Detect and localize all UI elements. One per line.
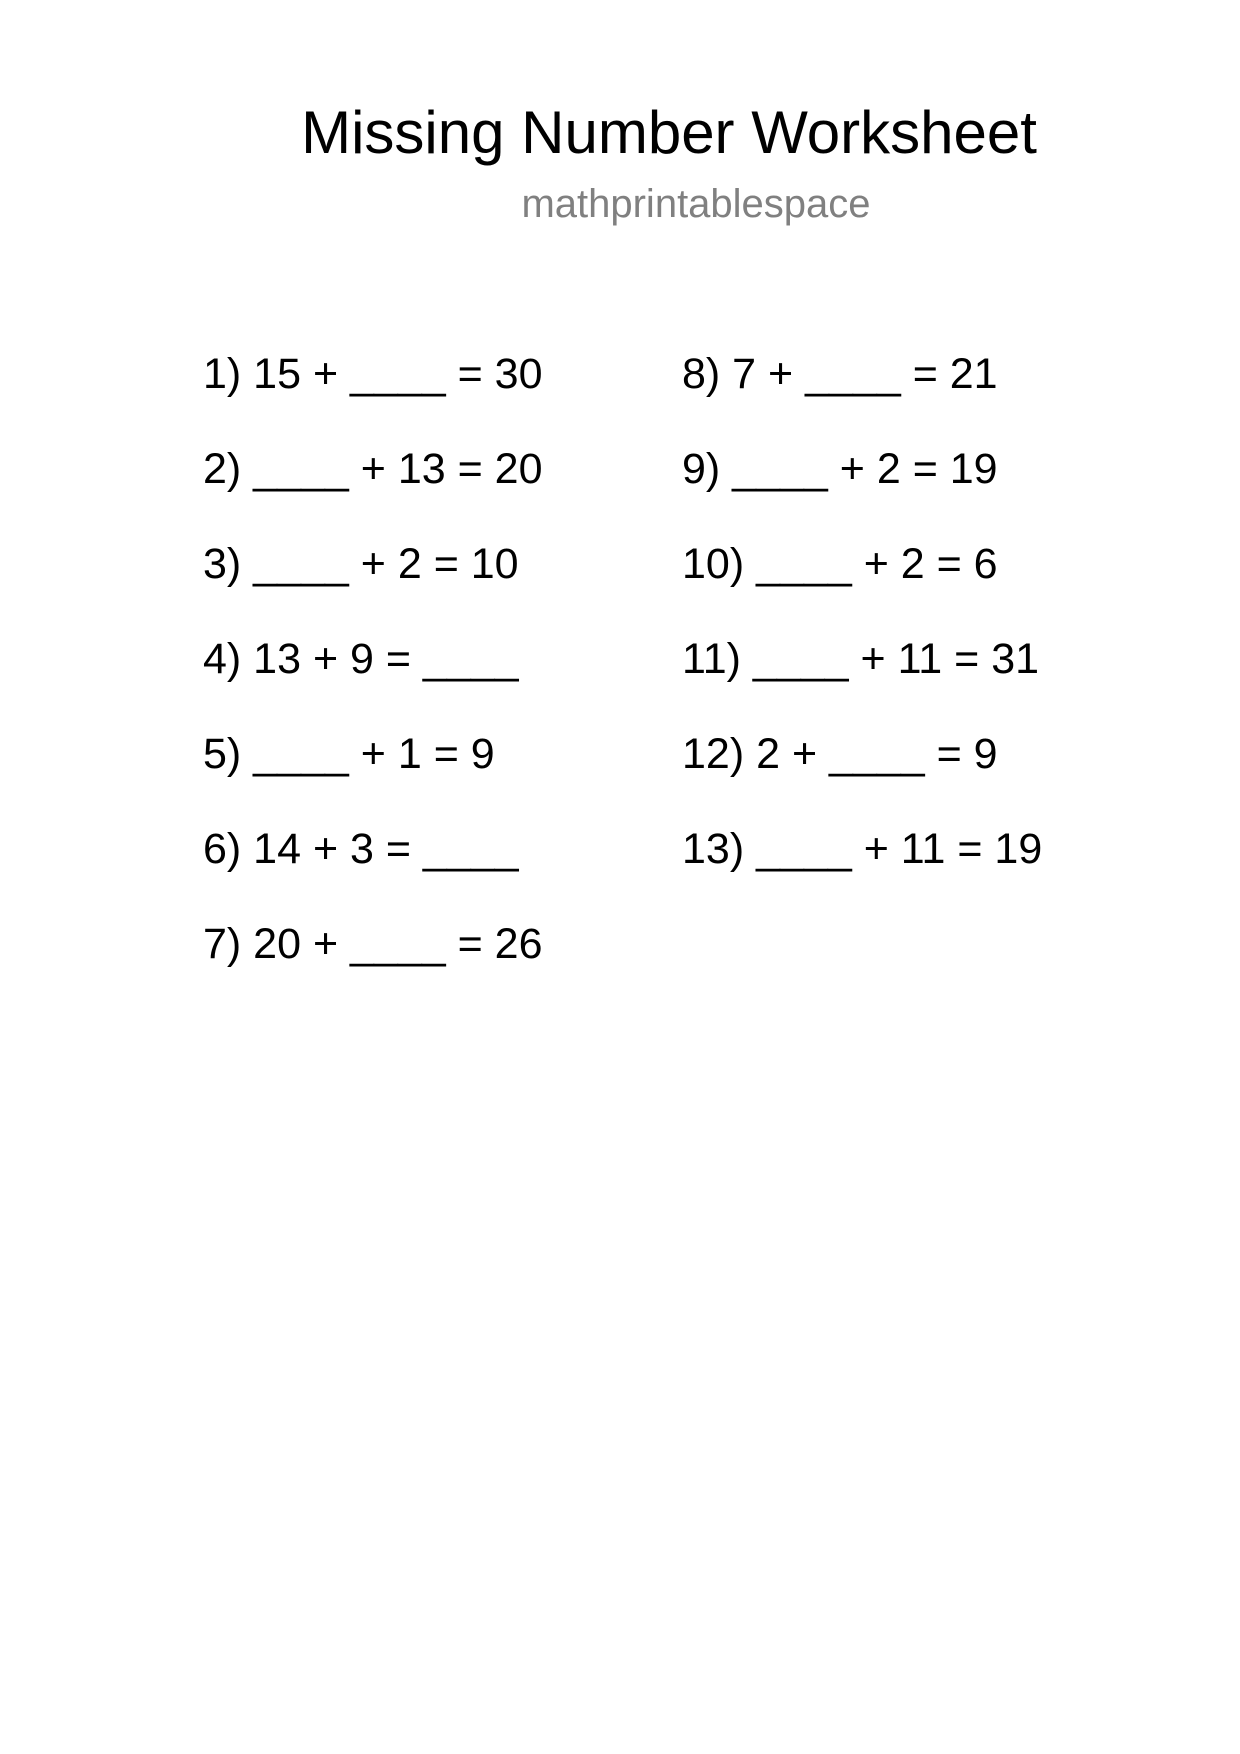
problem-8: 8) 7 + ____ = 21 [682,350,998,398]
worksheet-subtitle: mathprintablespace [521,182,871,226]
problem-3: 3) ____ + 2 = 10 [203,540,519,588]
problem-9: 9) ____ + 2 = 19 [682,445,998,493]
problem-5: 5) ____ + 1 = 9 [203,730,495,778]
problem-4: 4) 13 + 9 = ____ [203,635,519,683]
problem-1: 1) 15 + ____ = 30 [203,350,543,398]
problem-7: 7) 20 + ____ = 26 [203,920,543,968]
problem-10: 10) ____ + 2 = 6 [682,540,998,588]
problem-2: 2) ____ + 13 = 20 [203,445,543,493]
problem-12: 12) 2 + ____ = 9 [682,730,998,778]
problem-11: 11) ____ + 11 = 31 [682,635,1040,683]
problem-13: 13) ____ + 11 = 19 [682,825,1043,873]
problem-6: 6) 14 + 3 = ____ [203,825,519,873]
problems-right-column [682,348,1042,918]
worksheet-title: Missing Number Worksheet [301,99,1037,166]
problems-left-column [203,348,543,1013]
